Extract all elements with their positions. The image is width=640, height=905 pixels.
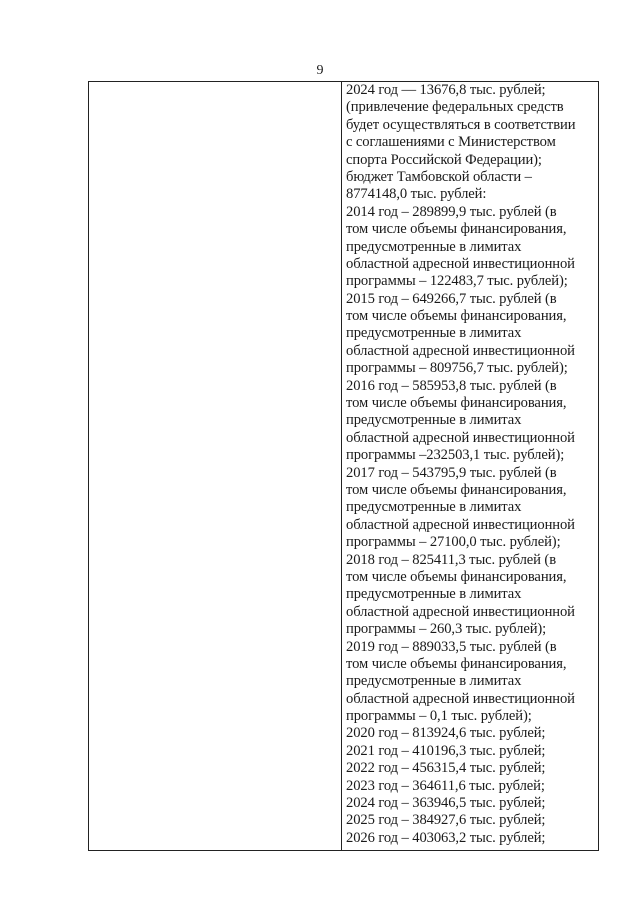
text-line: областной адресной инвестиционной [346, 255, 575, 272]
page-number: 9 [316, 63, 324, 78]
text-line: предусмотренные в лимитах [346, 586, 522, 603]
text-line: областной адресной инвестиционной [346, 690, 575, 707]
text-line: предусмотренные в лимитах [346, 238, 522, 255]
text-line: будет осуществляться в соответствии [346, 116, 576, 133]
text-line: том числе объемы финансирования, [346, 308, 567, 325]
text-line: 2015 год – 649266,7 тыс. рублей (в [346, 290, 557, 307]
text-line: предусмотренные в лимитах [346, 325, 522, 342]
text-line: программы – 809756,7 тыс. рублей); [346, 360, 568, 377]
text-line: 2024 год – 363946,5 тыс. рублей; [346, 795, 546, 812]
text-line: том числе объемы финансирования, [346, 568, 567, 585]
text-line: программы – 260,3 тыс. рублей); [346, 621, 547, 638]
text-line: с соглашениями с Министерством [346, 134, 556, 151]
text-line: областной адресной инвестиционной [346, 342, 575, 359]
text-line: 2024 год — 13676,8 тыс. рублей; [346, 82, 546, 98]
text-line: 2023 год – 364611,6 тыс. рублей; [346, 777, 545, 794]
text-line: программы – 0,1 тыс. рублей); [346, 708, 532, 725]
text-line: 2018 год – 825411,3 тыс. рублей (в [346, 551, 556, 568]
text-line: 8774148,0 тыс. рублей: [346, 186, 487, 203]
text-line: 2017 год – 543795,9 тыс. рублей (в [346, 464, 557, 481]
text-line: 2019 год – 889033,5 тыс. рублей (в [346, 638, 557, 655]
text-line: программы – 27100,0 тыс. рублей); [346, 534, 561, 551]
text-line: областной адресной инвестиционной [346, 429, 575, 446]
text-line: 2022 год – 456315,4 тыс. рублей; [346, 760, 546, 777]
table-right-column [342, 82, 598, 850]
text-line: том числе объемы финансирования, [346, 395, 567, 412]
text-line: том числе объемы финансирования, [346, 655, 567, 672]
text-line: 2016 год – 585953,8 тыс. рублей (в [346, 377, 557, 394]
table-left-column [89, 82, 342, 850]
text-line: программы –232503,1 тыс. рублей); [346, 447, 565, 464]
program-table [88, 81, 599, 851]
text-line: (привлечение федеральных средств [346, 99, 564, 116]
text-line: бюджет Тамбовской области – [346, 168, 532, 185]
text-line: том числе объемы финансирования, [346, 481, 567, 498]
text-line: 2025 год – 384927,6 тыс. рублей; [346, 812, 546, 829]
text-line: 2021 год – 410196,3 тыс. рублей; [346, 742, 546, 759]
text-line: том числе объемы финансирования, [346, 221, 567, 238]
text-line: предусмотренные в лимитах [346, 673, 522, 690]
text-line: программы – 122483,7 тыс. рублей); [346, 273, 568, 290]
text-line: областной адресной инвестиционной [346, 603, 575, 620]
text-line: предусмотренные в лимитах [346, 499, 522, 516]
text-line: 2020 год – 813924,6 тыс. рублей; [346, 725, 546, 742]
text-line: 2026 год – 403063,2 тыс. рублей; [346, 829, 546, 846]
text-line: предусмотренные в лимитах [346, 412, 522, 429]
text-line: 2014 год – 289899,9 тыс. рублей (в [346, 203, 557, 220]
text-line: спорта Российской Федерации); [346, 151, 542, 168]
text-line: областной адресной инвестиционной [346, 516, 575, 533]
